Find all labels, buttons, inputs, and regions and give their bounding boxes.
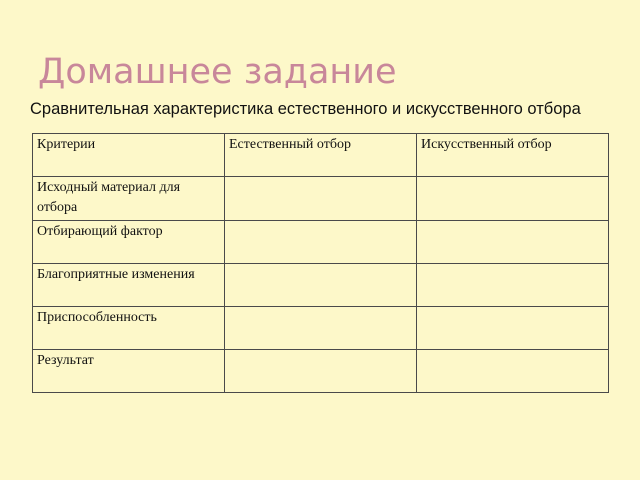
artificial-cell[interactable] (417, 264, 609, 307)
column-header-artificial-selection: Искусственный отбор (417, 134, 609, 177)
table-row (33, 350, 609, 393)
artificial-cell[interactable] (417, 177, 609, 221)
table-row (33, 221, 609, 264)
criterion-cell: Результат (33, 350, 225, 393)
table-row (33, 264, 609, 307)
natural-cell[interactable] (225, 177, 417, 221)
column-header-criteria: Критерии (33, 134, 225, 177)
criterion-cell: Приспособленность (33, 307, 225, 350)
natural-cell[interactable] (225, 307, 417, 350)
criterion-cell: Исходный материал для отбора (33, 177, 225, 221)
artificial-cell[interactable] (417, 307, 609, 350)
comparison-table (32, 133, 609, 393)
column-header-natural-selection: Естественный отбор (225, 134, 417, 177)
natural-cell[interactable] (225, 264, 417, 307)
table-row (33, 177, 609, 221)
artificial-cell[interactable] (417, 350, 609, 393)
page-subtitle: Сравнительная характеристика естественного и искусственного отбора (30, 100, 581, 118)
table-header-row (33, 134, 609, 177)
table-row (33, 307, 609, 350)
page-title: Домашнее задание (38, 52, 397, 92)
artificial-cell[interactable] (417, 221, 609, 264)
criterion-cell: Благоприятные изменения (33, 264, 225, 307)
natural-cell[interactable] (225, 350, 417, 393)
natural-cell[interactable] (225, 221, 417, 264)
criterion-cell: Отбирающий фактор (33, 221, 225, 264)
